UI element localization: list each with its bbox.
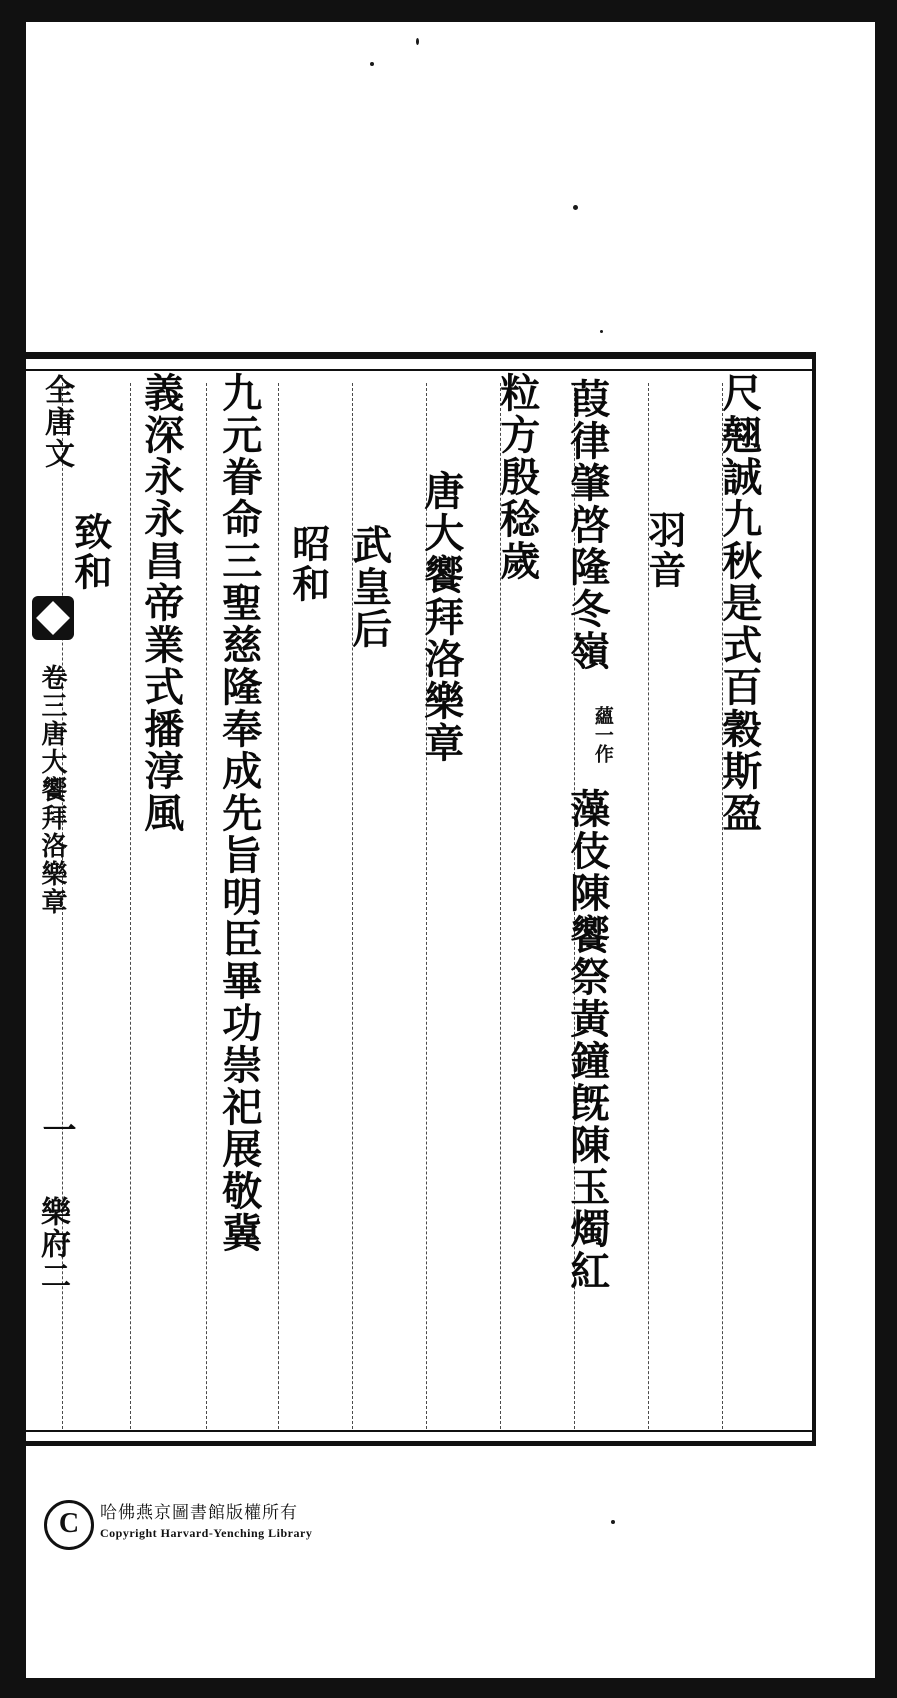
fold-title-section: 樂府二: [35, 1196, 70, 1292]
interlinear-note: 蘊一作: [591, 706, 614, 763]
text-column-7-heading: 昭和: [285, 524, 331, 604]
scan-border-right: [875, 0, 897, 1698]
scan-border-bottom: [0, 1678, 897, 1698]
library-copyright-stamp: [44, 1494, 374, 1554]
scan-speck: [611, 1520, 615, 1524]
text-column-8: 九元眷命三聖慈隆奉成先旨明臣畢功崇祀展敬冀: [215, 372, 263, 1254]
fold-title-page-number: 一: [36, 1112, 76, 1148]
frame-inner-rule-bottom: [26, 1430, 816, 1432]
text-column-6-attribution: 武皇后: [345, 524, 393, 650]
text-column-4: 粒方殷稔歲: [493, 372, 541, 582]
column-rule: [278, 383, 279, 1429]
fishtail-mark: [32, 596, 74, 640]
frame-inner-rule-top: [26, 369, 816, 371]
text-column-5-title: 唐大饗拜洛樂章: [417, 470, 465, 764]
copyright-circle-icon: C: [44, 1500, 94, 1550]
scan-speck: [370, 62, 374, 66]
column-rule: [206, 383, 207, 1429]
scan-speck: [416, 38, 419, 45]
stamp-chinese-text: 哈佛燕京圖書館版權所有: [100, 1503, 298, 1523]
stamp-english-text: Copyright Harvard-Yenching Library: [100, 1526, 313, 1540]
scan-speck: [573, 205, 578, 210]
fold-title-collection: 全唐文: [39, 374, 74, 470]
text-column-3-heading: 羽音: [641, 510, 687, 590]
scan-border-top: [0, 0, 897, 22]
frame-right-rule: [812, 359, 816, 1441]
text-column-1: 尺翹誠九秋是式百穀斯盈: [715, 372, 763, 834]
text-column-9: 義深永永昌帝業式播淳風: [137, 372, 185, 834]
scan-speck: [600, 330, 603, 333]
fold-title-juan: 卷三唐大饗拜洛樂章: [37, 664, 67, 916]
text-column-10-heading: 致和: [67, 512, 113, 592]
scan-border-left: [0, 0, 26, 1698]
text-column-2-continued: 藻伎陳饗祭黃鐘旣陳玉燭紅: [563, 788, 611, 1292]
column-rule: [130, 383, 131, 1429]
text-column-2: 葭律肇啓隆冬嶺: [563, 378, 611, 672]
